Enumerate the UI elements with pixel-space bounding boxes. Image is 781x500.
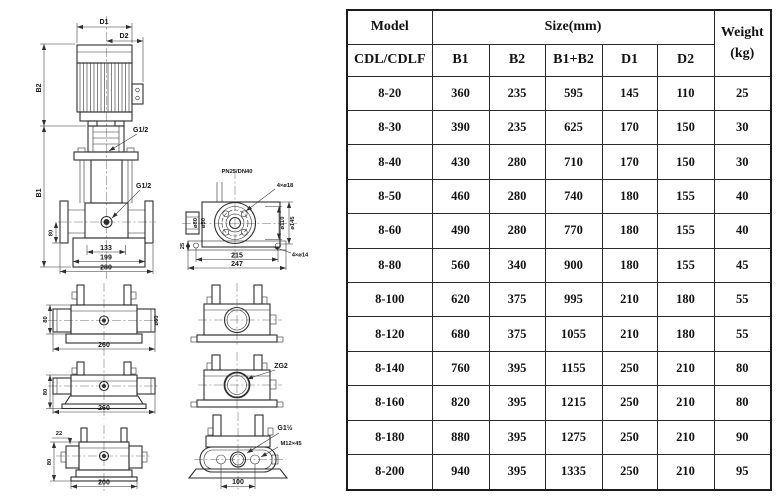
port-label-g12-mid: G1/2 <box>136 183 152 190</box>
dimension-cell: 55 <box>714 317 771 351</box>
dimension-cell: 155 <box>657 248 714 282</box>
table-row <box>347 145 771 179</box>
dimension-cell: 45 <box>714 248 771 282</box>
table-row <box>347 76 771 110</box>
dimension-cell: 680 <box>432 317 489 351</box>
table-row <box>347 179 771 213</box>
motor-fins <box>80 63 129 112</box>
dimension-cell: 180 <box>602 179 657 213</box>
base-view-1 <box>43 285 160 352</box>
col-header-model-series: CDL/CDLF <box>347 44 432 76</box>
dimension-cell: 490 <box>432 214 489 248</box>
flange-rating-label: PN25/DN40 <box>221 169 253 175</box>
dimension-cell: 1215 <box>545 386 602 420</box>
dimension-cell: 150 <box>657 110 714 144</box>
dimension-cell: 625 <box>545 110 602 144</box>
dimension-cell: 40 <box>714 179 771 213</box>
dimension-cell: 210 <box>602 282 657 316</box>
model-cell: 8-80 <box>347 248 432 282</box>
dimension-table <box>346 9 772 491</box>
dimension-cell: 430 <box>432 145 489 179</box>
weight-unit-label: (kg) <box>730 46 755 62</box>
dim-label-b1: B1 <box>36 188 43 198</box>
dimension-cell: 170 <box>602 110 657 144</box>
dim-label-260-bv1: 260 <box>98 342 110 349</box>
dim-label-260-bv2: 260 <box>98 405 110 412</box>
base-view-2 <box>43 362 155 414</box>
model-cell: 8-50 <box>347 179 432 213</box>
dim-label-100: 100 <box>232 479 244 486</box>
dim-label-d2: D2 <box>119 33 129 40</box>
bolt-holes-18-label: 4×ø18 <box>276 183 294 189</box>
dimension-cell: 1275 <box>545 420 602 454</box>
dimension-cell: 30 <box>714 110 771 144</box>
dim-label-d110: ø110 <box>280 216 286 230</box>
dimension-cell: 340 <box>489 248 545 282</box>
col-header-b1b2: B1+B2 <box>545 44 602 76</box>
model-cell: 8-40 <box>347 145 432 179</box>
dimension-cell: 55 <box>714 282 771 316</box>
dimension-cell: 250 <box>602 454 657 490</box>
dim-label-280: 280 <box>100 264 112 272</box>
junction-box <box>132 84 143 104</box>
dim-label-d60: ø60 <box>154 315 160 326</box>
dim-label-80-bv3: 80 <box>47 458 53 466</box>
dimension-cell: 30 <box>714 145 771 179</box>
dimension-cell: 80 <box>714 351 771 385</box>
flange-top-view <box>180 169 309 270</box>
model-cell: 8-120 <box>347 317 432 351</box>
bolt-label-m12: M12×45 <box>280 441 302 447</box>
table-row <box>347 317 771 351</box>
port-side-view-2 <box>191 355 288 407</box>
dimension-cell: 150 <box>657 145 714 179</box>
dimension-cell: 820 <box>432 386 489 420</box>
dimension-cell: 460 <box>432 179 489 213</box>
dimension-cell: 390 <box>432 110 489 144</box>
dimension-cell: 395 <box>489 420 545 454</box>
dim-label-215: 215 <box>231 252 243 260</box>
front-view <box>36 19 153 274</box>
dimension-cell: 210 <box>657 454 714 490</box>
dimension-cell: 40 <box>714 214 771 248</box>
port-label-g12-top: G1/2 <box>133 127 149 134</box>
dim-label-199: 199 <box>100 254 112 262</box>
table-row <box>347 351 771 385</box>
dimension-cell: 250 <box>602 386 657 420</box>
col-header-b2: B2 <box>489 44 545 76</box>
dimension-cell: 210 <box>602 317 657 351</box>
dimension-cell: 280 <box>489 145 545 179</box>
dimension-cell: 235 <box>489 76 545 110</box>
dimension-cell: 375 <box>489 317 545 351</box>
dimension-cell: 560 <box>432 248 489 282</box>
table-row <box>347 282 771 316</box>
dimension-cell: 940 <box>432 454 489 490</box>
centerlines <box>48 16 297 491</box>
col-header-model: Model <box>347 10 432 44</box>
dimension-cell: 375 <box>489 282 545 316</box>
col-group-size: Size(mm) <box>432 10 714 44</box>
dimension-cell: 995 <box>545 282 602 316</box>
table-row <box>347 110 771 144</box>
model-cell: 8-180 <box>347 420 432 454</box>
dim-label-200: 200 <box>98 479 110 487</box>
dim-label-d80: ø80 <box>193 218 199 228</box>
dimension-cell: 180 <box>602 214 657 248</box>
table-body <box>347 76 771 490</box>
dimension-cell: 210 <box>657 420 714 454</box>
table-row <box>347 248 771 282</box>
model-cell: 8-20 <box>347 76 432 110</box>
dim-label-d1: D1 <box>99 19 109 26</box>
dimension-cell: 170 <box>602 145 657 179</box>
col-header-b1: B1 <box>432 44 489 76</box>
model-cell: 8-200 <box>347 454 432 490</box>
port-label-g1half: G1½ <box>277 425 293 432</box>
base-view-3 <box>47 428 147 489</box>
dim-label-133: 133 <box>100 245 112 252</box>
dim-label-80-bv2: 80 <box>43 388 49 396</box>
dimension-cell: 155 <box>657 214 714 248</box>
dimension-cell: 360 <box>432 76 489 110</box>
dimension-cell: 250 <box>602 420 657 454</box>
dimension-cell: 1055 <box>545 317 602 351</box>
table-row <box>347 454 771 490</box>
model-cell: 8-30 <box>347 110 432 144</box>
dimension-cell: 210 <box>657 386 714 420</box>
dim-label-80-bv1: 80 <box>43 316 49 323</box>
port-label-zg2: ZG2 <box>274 363 288 370</box>
dimension-cell: 1335 <box>545 454 602 490</box>
dimension-cell: 25 <box>714 76 771 110</box>
dimension-cell: 395 <box>489 386 545 420</box>
model-cell: 8-100 <box>347 282 432 316</box>
dim-label-80-front: 80 <box>48 229 55 237</box>
dimension-cell: 210 <box>657 351 714 385</box>
dimension-cell: 740 <box>545 179 602 213</box>
dimension-cell: 710 <box>545 145 602 179</box>
dim-label-b2: B2 <box>36 83 43 93</box>
dimension-cell: 770 <box>545 214 602 248</box>
weight-label: Weight <box>720 25 764 41</box>
dimension-cell: 1155 <box>545 351 602 385</box>
table-row <box>347 420 771 454</box>
dimension-cell: 155 <box>657 179 714 213</box>
dimension-cell: 110 <box>657 76 714 110</box>
dimension-cell: 90 <box>714 420 771 454</box>
dimension-cell: 760 <box>432 351 489 385</box>
model-cell: 8-60 <box>347 214 432 248</box>
dim-label-247: 247 <box>231 261 243 268</box>
dimension-cell: 900 <box>545 248 602 282</box>
dim-label-25: 25 <box>180 242 186 250</box>
dimension-cell: 395 <box>489 454 545 490</box>
dim-label-d50: ø50 <box>201 218 207 228</box>
dimension-cell: 180 <box>602 248 657 282</box>
col-header-weight <box>714 10 771 76</box>
dimension-cell: 280 <box>489 214 545 248</box>
dimension-cell: 95 <box>714 454 771 490</box>
col-header-d1: D1 <box>602 44 657 76</box>
dimension-cell: 280 <box>489 179 545 213</box>
model-cell: 8-160 <box>347 386 432 420</box>
drawing-panel <box>0 0 345 500</box>
table-header <box>347 10 771 76</box>
pump-technical-drawing <box>0 0 345 500</box>
dimension-cell: 620 <box>432 282 489 316</box>
dimension-cell: 145 <box>602 76 657 110</box>
dim-label-22: 22 <box>55 431 63 437</box>
dim-label-d145: ø145 <box>290 216 296 230</box>
dimension-cell: 595 <box>545 76 602 110</box>
col-header-d2: D2 <box>657 44 714 76</box>
dimension-cell: 250 <box>602 351 657 385</box>
dimension-cell: 880 <box>432 420 489 454</box>
table-row <box>347 386 771 420</box>
dimension-cell: 180 <box>657 282 714 316</box>
bolt-holes-14-label: 4×ø14 <box>291 252 309 259</box>
table-row <box>347 214 771 248</box>
model-cell: 8-140 <box>347 351 432 385</box>
dimension-cell: 235 <box>489 110 545 144</box>
dimension-cell: 395 <box>489 351 545 385</box>
port-side-view-3 <box>189 415 302 489</box>
dimension-cell: 180 <box>657 317 714 351</box>
dimension-cell: 80 <box>714 386 771 420</box>
